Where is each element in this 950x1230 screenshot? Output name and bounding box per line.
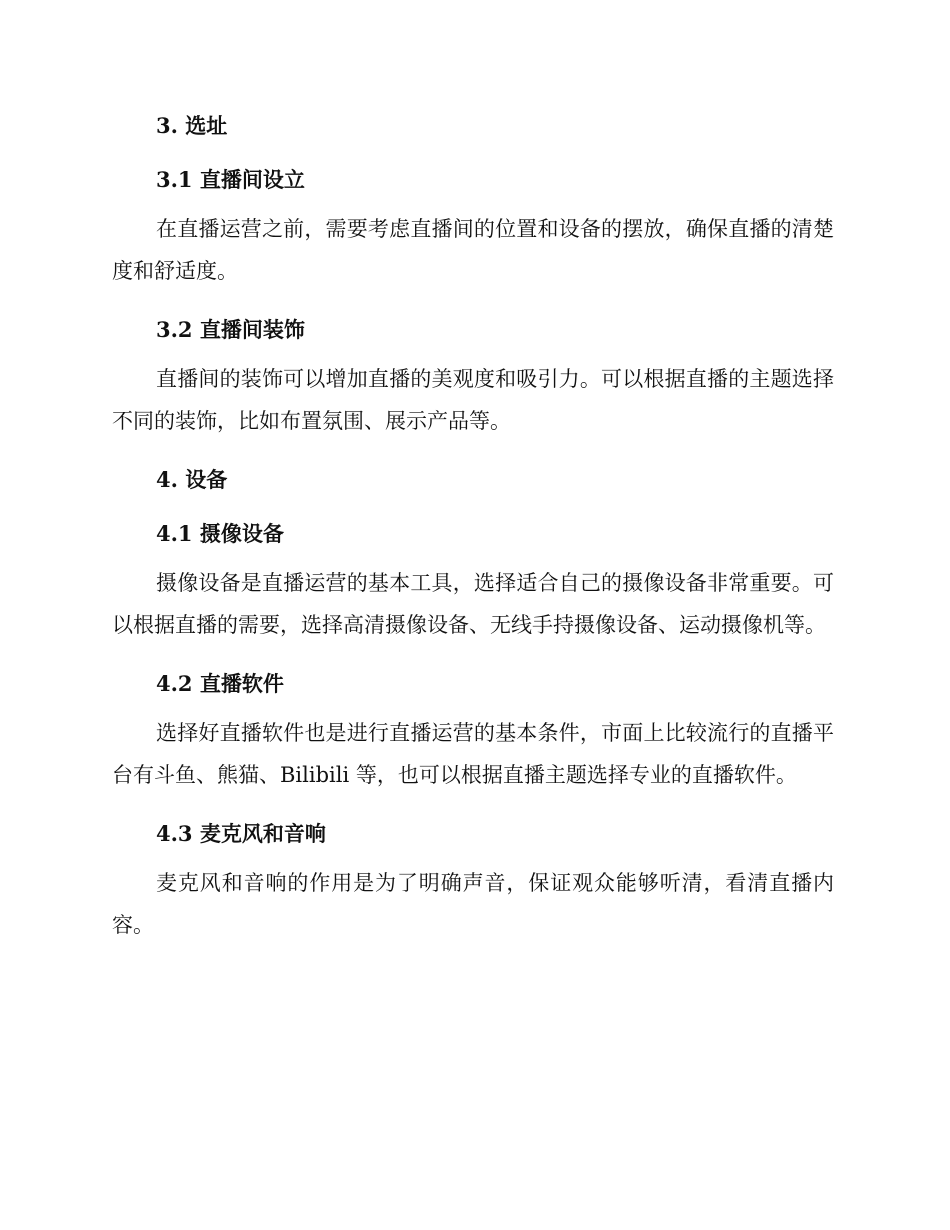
section-4-2-heading: 4.2 直播软件 [156, 671, 284, 696]
section-3-1-paragraph: 在直播运营之前，需要考虑直播间的位置和设备的摆放，确保直播的清楚度和舒适度。 [112, 217, 834, 283]
section-3-2-heading: 3.2 直播间装饰 [156, 317, 305, 342]
section-4-3-heading: 4.3 麦克风和音响 [156, 821, 326, 846]
section-4-heading: 4. 设备 [156, 467, 228, 492]
section-4-3-paragraph: 麦克风和音响的作用是为了明确声音，保证观众能够听清，看清直播内容。 [112, 871, 834, 937]
section-4-1-heading: 4.1 摄像设备 [156, 521, 284, 546]
section-3-heading: 3. 选址 [156, 113, 228, 138]
section-3-1-heading: 3.1 直播间设立 [156, 167, 305, 192]
section-4-1-paragraph: 摄像设备是直播运营的基本工具，选择适合自己的摄像设备非常重要。可以根据直播的需要，选择高清摄像设备、无线手持摄像设备、运动摄像机等。 [112, 571, 834, 637]
section-4-2-paragraph: 选择好直播软件也是进行直播运营的基本条件，市面上比较流行的直播平台有斗鱼、熊猫、Bilibili 等，也可以根据直播主题选择专业的直播软件。 [112, 721, 834, 787]
document-content [112, 110, 834, 946]
section-3-2-paragraph: 直播间的装饰可以增加直播的美观度和吸引力。可以根据直播的主题选择不同的装饰，比如布置氛围、展示产品等。 [112, 367, 834, 433]
